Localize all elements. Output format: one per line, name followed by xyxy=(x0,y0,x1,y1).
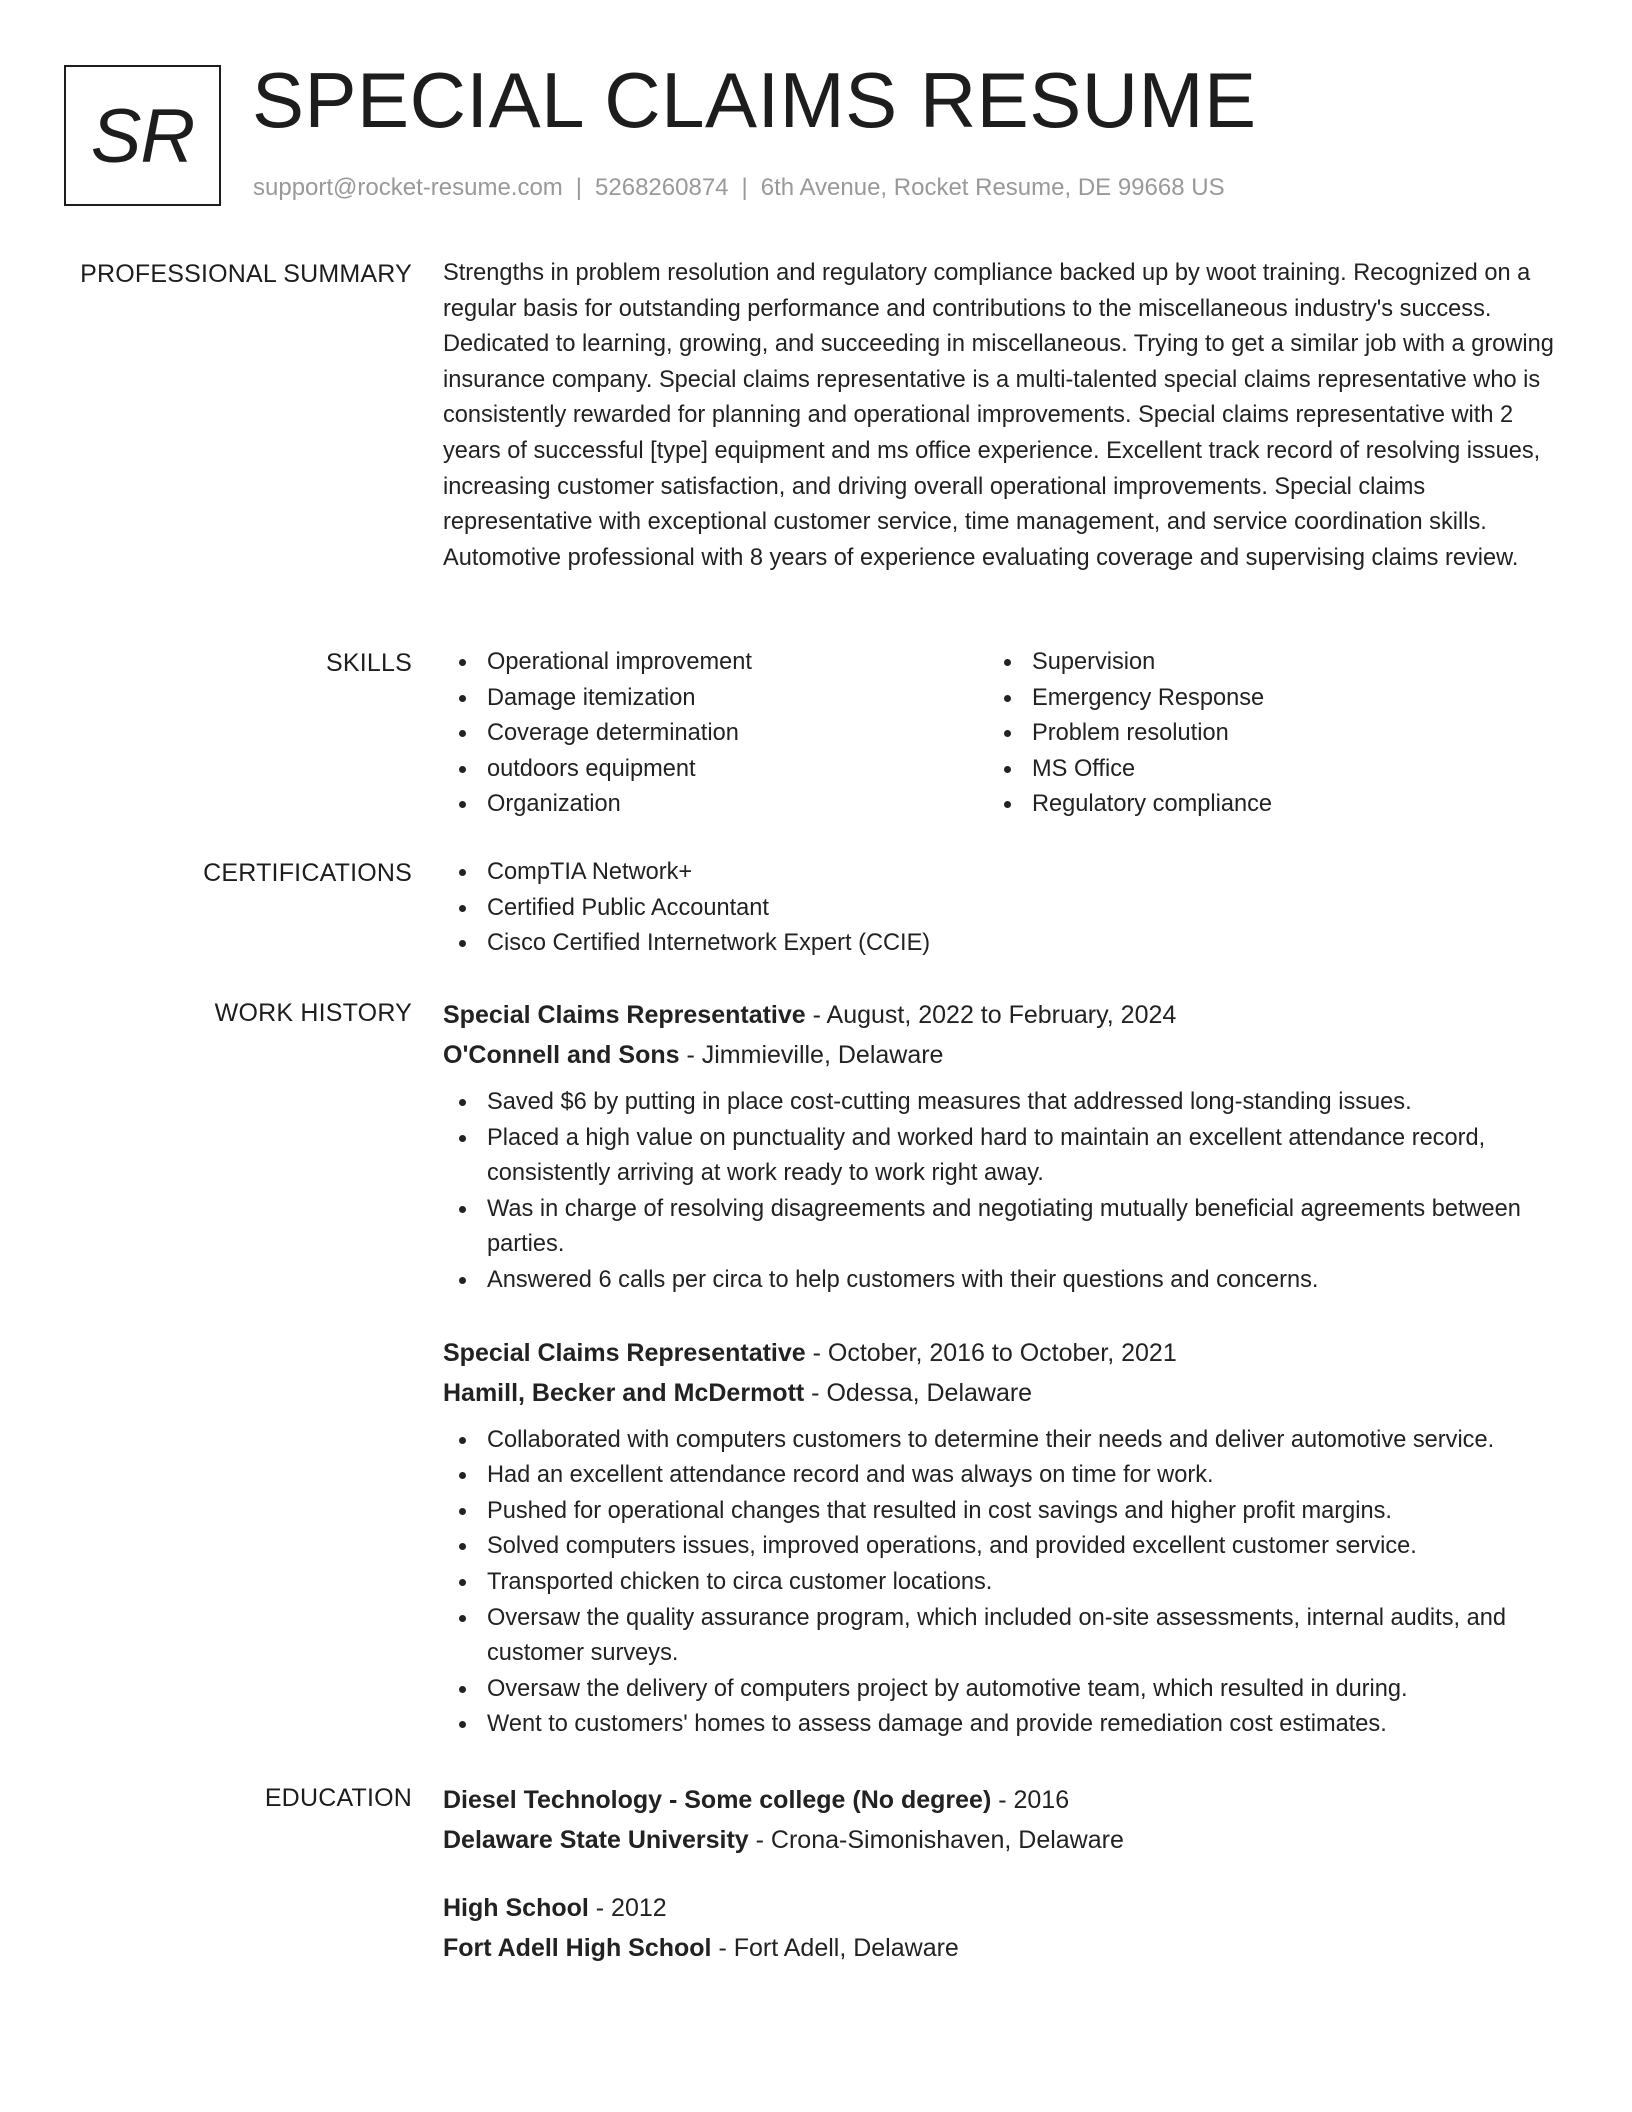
skill-item: MS Office xyxy=(988,752,1533,788)
section-title-education: EDUCATION xyxy=(264,1784,412,1812)
education-school-line: Fort Adell High School - Fort Adell, Delaware xyxy=(443,1934,959,1962)
job-entry xyxy=(443,1333,1555,1743)
job-company-line: O'Connell and Sons - Jimmieville, Delaware xyxy=(443,1041,944,1069)
contact-separator: | xyxy=(741,174,748,201)
job-bullet: Went to customers' homes to assess damage and provide remediation cost estimates. xyxy=(443,1707,1555,1743)
section-title-certifications: CERTIFICATIONS xyxy=(203,859,412,887)
education-school: Fort Adell High School xyxy=(443,1934,712,1962)
education-program-line: High School - 2012 xyxy=(443,1894,667,1922)
job-bullets xyxy=(443,1423,1555,1743)
education-school: Delaware State University xyxy=(443,1826,749,1854)
job-company: Hamill, Becker and McDermott xyxy=(443,1378,805,1407)
skill-item: Operational improvement xyxy=(443,645,988,681)
work-history-body xyxy=(443,995,1555,1743)
skills-column-right xyxy=(988,645,1533,823)
job-company: O'Connell and Sons xyxy=(443,1041,680,1069)
job-entry xyxy=(443,995,1555,1299)
education-body xyxy=(443,1780,1555,1968)
contact-separator: | xyxy=(575,174,583,201)
job-role: Special Claims Representative xyxy=(443,1338,806,1367)
skill-item: Problem resolution xyxy=(988,716,1533,752)
job-bullet: Transported chicken to circa customer locations. xyxy=(443,1565,1555,1601)
skill-item: Coverage determination xyxy=(443,716,988,752)
certification-item: CompTIA Network+ xyxy=(443,855,1555,891)
education-location: Crona-Simonishaven, Delaware xyxy=(770,1826,1124,1854)
education-entry xyxy=(443,1888,1555,1968)
job-bullet: Pushed for operational changes that resulted in cost savings and higher profit margins. xyxy=(443,1494,1555,1530)
job-bullet: Saved $6 by putting in place cost-cutting measures that addressed long-standing issues. xyxy=(443,1085,1555,1121)
summary-body xyxy=(443,256,1555,576)
education-program: High School xyxy=(443,1894,589,1922)
education-program: Diesel Technology - Some college (No degree) xyxy=(443,1786,992,1814)
job-bullet: Had an excellent attendance record and was always on time for work. xyxy=(443,1458,1555,1494)
monogram-badge xyxy=(64,65,221,206)
section-title-skills: SKILLS xyxy=(326,649,412,677)
skill-item: Supervision xyxy=(988,645,1533,681)
section-title-summary: PROFESSIONAL SUMMARY xyxy=(80,260,412,288)
job-dates: August, 2022 to February, 2024 xyxy=(826,1001,1177,1029)
job-company-line: Hamill, Becker and McDermott - Odessa, Delaware xyxy=(443,1378,1033,1407)
resume-title: SPECIAL CLAIMS RESUME xyxy=(252,56,1257,144)
contact-phone[interactable]: 5268260874 xyxy=(595,174,729,201)
monogram-initials: SR xyxy=(90,94,195,179)
job-bullets xyxy=(443,1085,1555,1299)
education-entry xyxy=(443,1780,1555,1860)
job-bullet: Oversaw the quality assurance program, which included on-site assessments, internal audits, and customer surveys. xyxy=(443,1601,1555,1672)
skill-item: Organization xyxy=(443,787,988,823)
skill-item: Emergency Response xyxy=(988,681,1533,717)
certification-item: Cisco Certified Internetwork Expert (CCIE) xyxy=(443,926,1555,962)
job-bullet: Answered 6 calls per circa to help customers with their questions and concerns. xyxy=(443,1263,1555,1299)
skills-grid xyxy=(443,645,1555,823)
education-program-line: Diesel Technology - Some college (No degree) - 2016 xyxy=(443,1786,1070,1814)
education-year: 2012 xyxy=(611,1894,667,1922)
skill-item: outdoors equipment xyxy=(443,752,988,788)
job-location: Odessa, Delaware xyxy=(826,1378,1033,1407)
job-role: Special Claims Representative xyxy=(443,1001,806,1029)
job-bullet: Collaborated with computers customers to determine their needs and deliver automotive service. xyxy=(443,1423,1555,1459)
education-year: 2016 xyxy=(1013,1786,1070,1814)
job-bullet: Was in charge of resolving disagreements and negotiating mutually beneficial agreements between parties. xyxy=(443,1192,1555,1263)
education-school-line: Delaware State University - Crona-Simonishaven, Delaware xyxy=(443,1826,1124,1854)
job-bullet: Placed a high value on punctuality and worked hard to maintain an excellent attendance record, consistently arriving at work ready to work right away. xyxy=(443,1121,1555,1192)
contact-line xyxy=(253,172,1225,204)
skills-column-left xyxy=(443,645,988,823)
section-title-work-history: WORK HISTORY xyxy=(214,999,412,1027)
job-role-line: Special Claims Representative - August, 2022 to February, 2024 xyxy=(443,1001,1177,1029)
summary-text: Strengths in problem resolution and regulatory compliance backed up by woot training. Recognized on a regular basis for outstanding performance and contributions to the miscellaneous industry's success. Dedicated to learning, growing, and succeeding in miscellaneous. Trying to get a similar job with a growing insurance company. Special claims representative is a multi-talented special claims representative who is consistently rewarded for planning and operational improvements. Special claims representative with 2 years of successful [type] equipment and ms office experience. Excellent track record of resolving issues, increasing customer satisfaction, and driving overall operational improvements. Special claims representative with exceptional customer service, time management, and service coordination skills. Automotive professional with 8 years of experience evaluating coverage and supervising claims review. xyxy=(443,260,1554,571)
certifications-body xyxy=(443,855,1555,962)
contact-address: 6th Avenue, Rocket Resume, DE 99668 US xyxy=(760,174,1225,201)
skill-item: Damage itemization xyxy=(443,681,988,717)
certification-item: Certified Public Accountant xyxy=(443,891,1555,927)
job-role-line: Special Claims Representative - October, 2016 to October, 2021 xyxy=(443,1338,1177,1367)
job-dates: October, 2016 to October, 2021 xyxy=(827,1338,1177,1367)
education-location: Fort Adell, Delaware xyxy=(733,1934,959,1962)
job-bullet: Solved computers issues, improved operations, and provided excellent customer service. xyxy=(443,1529,1555,1565)
skill-item: Regulatory compliance xyxy=(988,787,1533,823)
certifications-list xyxy=(443,855,1555,962)
job-location: Jimmieville, Delaware xyxy=(701,1041,944,1069)
contact-email[interactable]: support@rocket-resume.com xyxy=(253,174,563,201)
job-bullet: Oversaw the delivery of computers project by automotive team, which resulted in during. xyxy=(443,1672,1555,1708)
